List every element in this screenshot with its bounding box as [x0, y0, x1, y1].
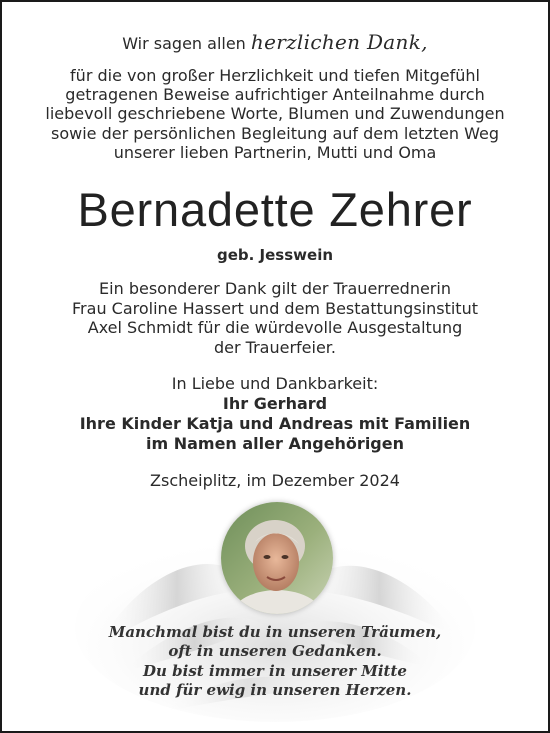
thanks-line: unserer lieben Partnerin, Mutti und Oma	[113, 142, 437, 162]
portrait-photo	[221, 502, 333, 614]
intro-prefix: Wir sagen allen	[122, 34, 251, 53]
special-thanks-line: Frau Caroline Hassert und dem Bestattungsinstitut	[72, 298, 478, 318]
signoff-name: im Namen aller Angehörigen	[145, 434, 404, 453]
poem-line: Manchmal bist du in unseren Träumen,	[108, 623, 442, 641]
special-thanks-line: Ein besonderer Dank gilt der Trauerrednerin	[99, 279, 451, 298]
birth-name: geb. Jesswein	[216, 246, 334, 264]
deceased-name: Bernadette Zehrer	[77, 183, 473, 236]
poem-line: und für ewig in unseren Herzen.	[138, 680, 412, 699]
poem-line: oft in unseren Gedanken.	[168, 642, 382, 661]
special-thanks-line: Axel Schmidt für die würdevolle Ausgestaltung	[87, 318, 463, 337]
thanks-line: liebevoll geschriebene Worte, Blumen und Zuwendungen	[45, 104, 505, 124]
poem	[2, 623, 548, 700]
intro-script-text: herzlichen Dank,	[250, 30, 428, 54]
signoff-lead: In Liebe und Dankbarkeit:	[171, 374, 379, 393]
signoff-name: Ihr Gerhard	[222, 394, 328, 413]
special-thanks-line: der Trauerfeier.	[214, 337, 336, 357]
place-date: Zscheiplitz, im Dezember 2024	[150, 471, 400, 490]
signoff-name: Ihre Kinder Katja und Andreas mit Familien	[79, 414, 471, 433]
intro-line	[2, 32, 548, 54]
thanks-line: sowie der persönlichen Begleitung auf dem letzten Weg	[50, 123, 500, 143]
thanks-paragraph	[2, 66, 548, 162]
signoff-block	[2, 374, 548, 454]
special-thanks-paragraph	[2, 279, 548, 357]
thanks-line: getragenen Beweise aufrichtiger Anteilnahme durch	[65, 85, 485, 105]
thanks-line: für die von großer Herzlichkeit und tiefen Mitgefühl	[70, 66, 480, 85]
poem-line: Du bist immer in unserer Mitte	[143, 661, 407, 680]
